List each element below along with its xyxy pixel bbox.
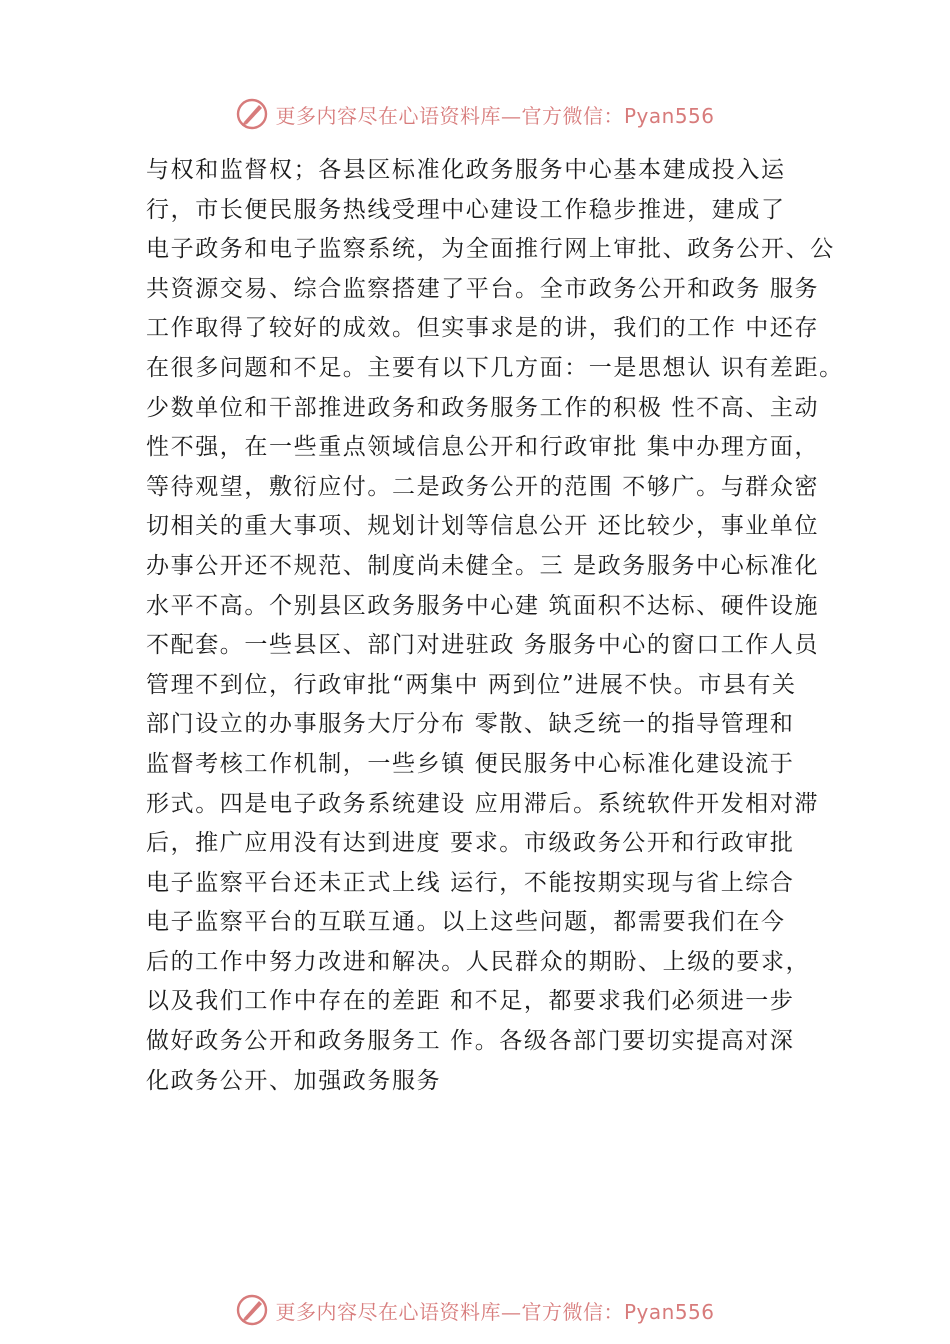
watermark-text-cn: 更多内容尽在心语资料库—官方微信： bbox=[275, 103, 624, 128]
body-line: 性不强，在一些重点领域信息公开和行政审批 集中办理方面， bbox=[146, 434, 820, 461]
pen-circle-logo-icon bbox=[235, 1293, 269, 1327]
pen-circle-logo-icon bbox=[235, 97, 269, 131]
watermark-text bbox=[275, 1296, 714, 1325]
body-line: 水平不高。个别县区政务服务中心建 筑面积不达标、硬件设施 bbox=[146, 592, 820, 619]
body-line: 电子政务和电子监察系统，为全面推行网上审批、政务公开、公 bbox=[146, 236, 835, 263]
body-line: 切相关的重大事项、规划计划等信息公开 还比较少，事业单位 bbox=[146, 513, 820, 540]
watermark-text-cn: 更多内容尽在心语资料库—官方微信： bbox=[275, 1299, 624, 1324]
body-line: 部门设立的办事服务大厅分布 零散、缺乏统一的指导管理和 bbox=[146, 711, 795, 738]
body-line: 管理不到位，行政审批“两集中 两到位”进展不快。市县有关 bbox=[146, 671, 797, 698]
header-watermark bbox=[0, 94, 950, 134]
footer-watermark bbox=[0, 1290, 950, 1330]
watermark-text bbox=[275, 100, 714, 129]
watermark-text-id: Pyan556 bbox=[623, 1299, 715, 1324]
body-line: 不配套。一些县区、部门对进驻政 务服务中心的窗口工作人员 bbox=[146, 632, 820, 659]
body-line: 监督考核工作机制，一些乡镇 便民服务中心标准化建设流于 bbox=[146, 750, 795, 777]
body-line: 在很多问题和不足。主要有以下几方面：一是思想认 识有差距。 bbox=[146, 354, 844, 381]
body-line: 电子监察平台还未正式上线 运行，不能按期实现与省上综合 bbox=[146, 869, 795, 896]
body-line: 形式。四是电子政务系统建设 应用滞后。系统软件开发相对滞 bbox=[146, 790, 820, 817]
body-line: 与权和监督权；各县区标准化政务服务中心基本建成投入运 bbox=[146, 157, 786, 183]
body-line: 做好政务公开和政务服务工 作。各级各部门要切实提高对深 bbox=[146, 1028, 795, 1055]
body-line: 行，市长便民服务热线受理中心建设工作稳步推进，建成了 bbox=[146, 196, 786, 223]
body-line: 后，推广应用没有达到进度 要求。市级政务公开和行政审批 bbox=[146, 830, 795, 857]
body-line: 少数单位和干部推进政务和政务服务工作的积极 性不高、主动 bbox=[146, 394, 820, 421]
document-body bbox=[146, 151, 846, 1101]
body-line: 等待观望，敷衍应付。二是政务公开的范围 不够广。与群众密 bbox=[146, 473, 820, 500]
body-line: 共资源交易、综合监察搭建了平台。全市政务公开和政务 服务 bbox=[146, 275, 820, 302]
body-line: 电子监察平台的互联互通。以上这些问题，都需要我们在今 bbox=[146, 909, 786, 936]
body-line: 以及我们工作中存在的差距 和不足，都要求我们必须进一步 bbox=[146, 988, 795, 1015]
body-line: 化政务公开、加强政务服务 bbox=[146, 1067, 442, 1094]
body-line: 办事公开还不规范、制度尚未健全。三 是政务服务中心标准化 bbox=[146, 552, 820, 579]
body-line: 后的工作中努力改进和解决。人民群众的期盼、上级的要求， bbox=[146, 948, 811, 975]
watermark-text-id: Pyan556 bbox=[623, 103, 715, 128]
body-line: 工作取得了较好的成效。但实事求是的讲，我们的工作 中还存 bbox=[146, 315, 820, 342]
